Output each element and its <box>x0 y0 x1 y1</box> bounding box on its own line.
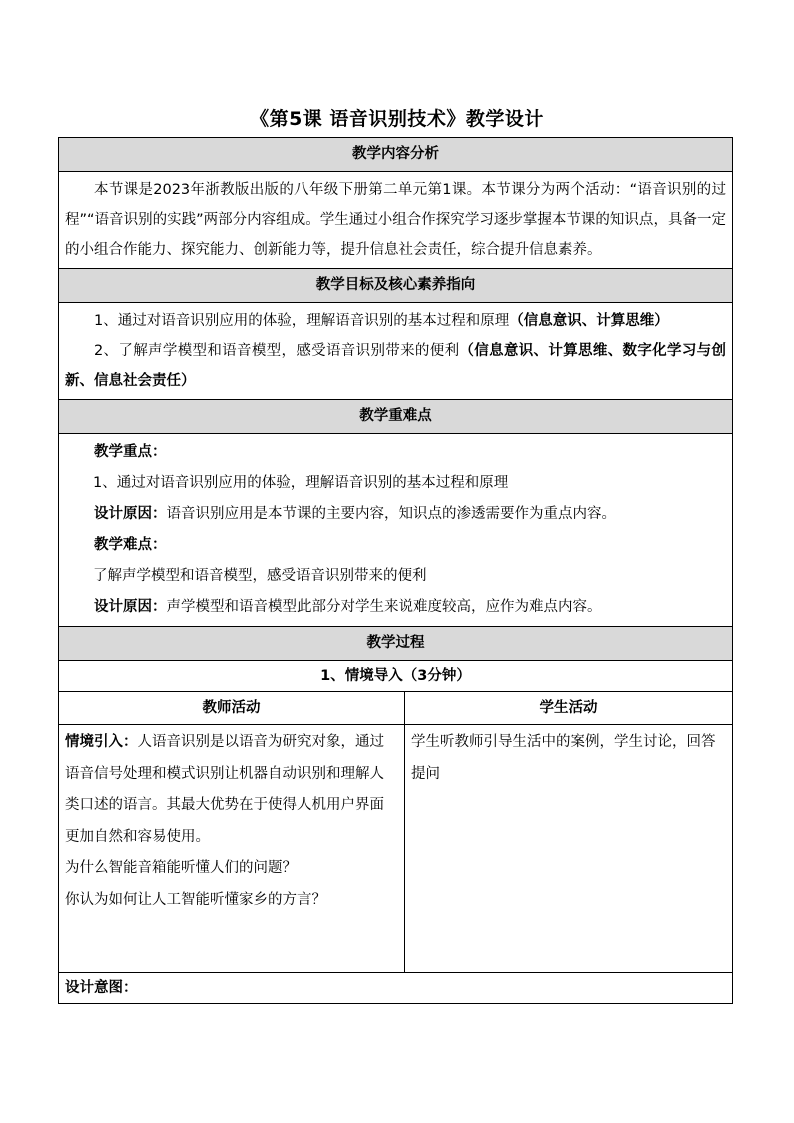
student-activity-text: 学生听教师引导生活中的案例，学生讨论，回答提问 <box>411 734 716 782</box>
goal-2-literacy: （信息意识、计算思维、数字化学习与创新、信息社会责任） <box>65 343 726 389</box>
content-analysis-text: 本节课是2023年浙教版出版的八年级下册第二单元第1课。本节课分为两个活动：“语音识别的过程”“语音识别的实践”两部分内容组成。学生通过小组合作探究学习逐步掌握本节课的知识点，具备一定的小组合作能力、探究能力、创新能力等，提升信息社会责任，综合提升信息素养。 <box>65 182 726 258</box>
teacher-intro-text: 人语音识别是以语音为研究对象，通过语音信号处理和模式识别让机器自动识别和理解人类口述的语言。其最大优势在于使得人机用户界面更加自然和容易使用。 <box>65 734 384 845</box>
difficult-reason-label: 设计原因： <box>94 599 167 615</box>
teacher-activity-cell <box>59 725 405 973</box>
key-reason <box>94 499 726 530</box>
student-activity-cell <box>405 725 733 973</box>
lesson-plan-table <box>58 137 733 1004</box>
key-point-text: 1、通过对语音识别应用的体验，理解语音识别的基本过程和原理 <box>93 475 509 491</box>
page-title: 《第5课 语音识别技术》教学设计 <box>250 108 544 130</box>
teacher-intro-label: 情境引入： <box>65 734 138 750</box>
key-reason-text: 语音识别应用是本节课的主要内容，知识点的渗透需要作为重点内容。 <box>166 506 616 522</box>
process-header: 教学过程 <box>59 627 733 661</box>
key-reason-label: 设计原因： <box>94 506 167 522</box>
content-analysis-cell <box>59 172 733 269</box>
goal-1-literacy: （信息意识、计算思维） <box>509 313 669 329</box>
teacher-question-1: 为什么智能音箱能听懂人们的问题？ <box>65 860 297 876</box>
content-analysis-header: 教学内容分析 <box>59 138 733 172</box>
difficult-reason-text: 声学模型和语音模型此部分对学生来说难度较高，应作为难点内容。 <box>166 599 602 615</box>
difficult-point-label: 教学难点： <box>94 537 167 553</box>
goals-header: 教学目标及核心素养指向 <box>59 269 733 303</box>
difficult-point-text: 了解声学模型和语音模型，感受语音识别带来的便利 <box>93 568 427 584</box>
difficult-reason <box>94 592 726 623</box>
step-title: 1、情境导入（3分钟） <box>59 661 733 692</box>
section-header-row <box>59 138 733 172</box>
goal-2 <box>65 336 726 396</box>
goal-1 <box>65 306 726 336</box>
teacher-intro <box>65 727 398 853</box>
goal-2-text: 2、了解声学模型和语音模型，感受语音识别带来的便利 <box>94 343 460 359</box>
goals-cell <box>59 303 733 400</box>
teacher-question-2: 你认为如何让人工智能听懂家乡的方言？ <box>65 891 326 908</box>
key-difficult-header: 教学重难点 <box>59 400 733 434</box>
goal-1-text: 1、通过对语音识别应用的体验，理解语音识别的基本过程和原理 <box>94 313 510 329</box>
teacher-activity-header: 教师活动 <box>59 692 405 725</box>
key-difficult-cell <box>59 434 733 627</box>
design-intent-cell: 设计意图： <box>59 973 733 1004</box>
key-point-label: 教学重点： <box>94 444 167 460</box>
student-activity-header: 学生活动 <box>405 692 733 725</box>
